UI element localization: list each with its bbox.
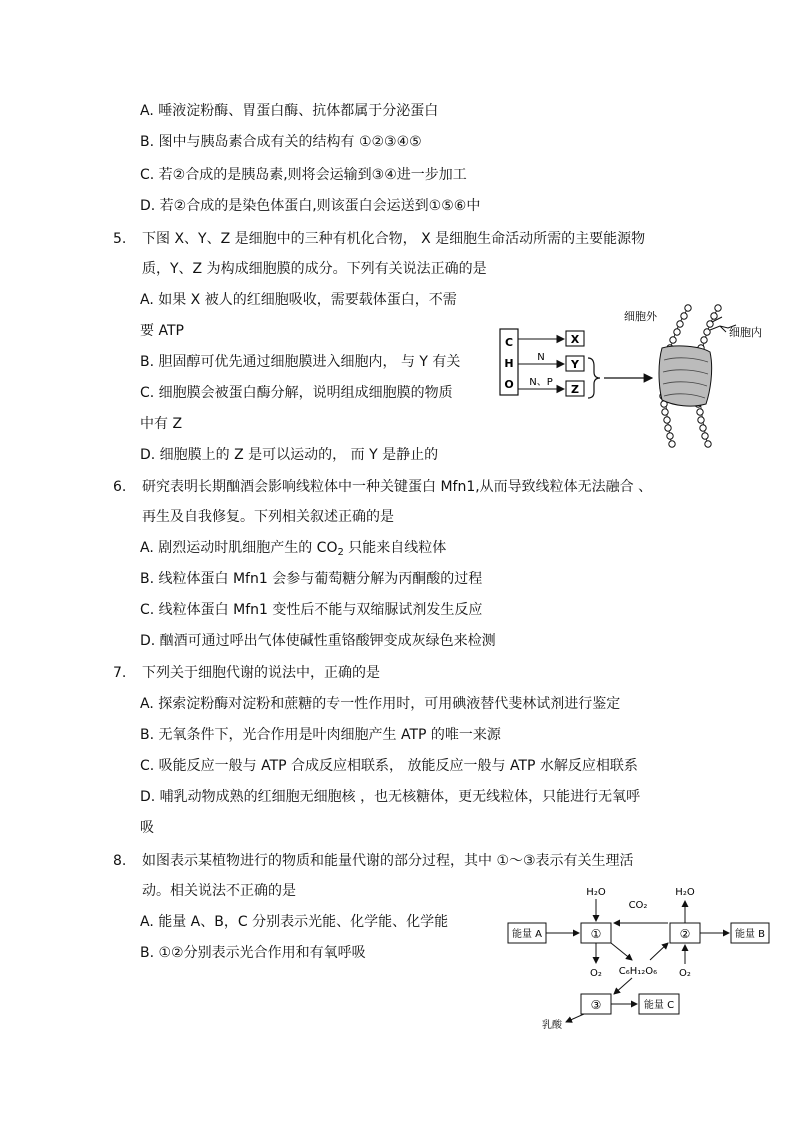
q7-option-c: C. 吸能反应一般与 ATP 合成反应相联系， 放能反应一般与 ATP 水解反应相联系 bbox=[140, 758, 638, 774]
element-o-label: O bbox=[504, 378, 514, 391]
q5-option-c-line2: 中有 Z bbox=[140, 416, 183, 432]
q5-membrane-figure bbox=[496, 300, 786, 450]
q7-option-d-line2: 吸 bbox=[140, 820, 154, 836]
q6-option-b: B. 线粒体蛋白 Mfn1 会参与葡萄糖分解为丙酮酸的过程 bbox=[140, 571, 483, 587]
q8-stem-line2: 动。相关说法不正确的是 bbox=[142, 883, 296, 899]
q7-stem: 下列关于细胞代谢的说法中，正确的是 bbox=[142, 665, 380, 681]
element-c-label: C bbox=[504, 336, 514, 349]
h2o-left-label: H₂O bbox=[586, 887, 606, 898]
q5-option-a-line2: 要 ATP bbox=[140, 323, 184, 339]
q7-option-a: A. 探索淀粉酶对淀粉和蔗糖的专一性作用时，可用碘液替代斐林试剂进行鉴定 bbox=[140, 696, 621, 712]
q8-metabolism-figure bbox=[500, 880, 780, 1032]
q8-stem-line1: 如图表示某植物进行的物质和能量代谢的部分过程，其中 ①～③表示有关生理活 bbox=[142, 853, 634, 869]
box-y-label: Y bbox=[571, 358, 579, 371]
glucose-label: C₆H₁₂O₆ bbox=[618, 966, 658, 977]
box-z-label: Z bbox=[571, 383, 579, 396]
energy-b-label: 能量 B bbox=[734, 929, 766, 940]
process-1-label: ① bbox=[590, 927, 602, 941]
q8-option-b: B. ①②分别表示光合作用和有氧呼吸 bbox=[140, 945, 366, 961]
outside-label: 细胞外 bbox=[624, 310, 657, 323]
q6-option-c: C. 线粒体蛋白 Mfn1 变性后不能与双缩脲试剂发生反应 bbox=[140, 602, 483, 618]
q5-option-c-line1: C. 细胞膜会被蛋白酶分解，说明组成细胞膜的物质 bbox=[140, 385, 453, 401]
q6-option-d: D. 酗酒可通过呼出气体使碱性重铬酸钾变成灰绿色来检测 bbox=[140, 633, 496, 649]
q4-option-a: A. 唾液淀粉酶、胃蛋白酶、抗体都属于分泌蛋白 bbox=[140, 103, 439, 119]
q6-stem-line2: 再生及自我修复。下列相关叙述正确的是 bbox=[142, 509, 394, 525]
q5-stem-line1: 下图 X、Y、Z 是细胞中的三种有机化合物， X 是细胞生命活动所需的主要能源物 bbox=[142, 231, 646, 247]
q4-option-c: C. 若②合成的是胰岛素,则将会运输到③④进一步加工 bbox=[140, 167, 467, 183]
q6-stem-line1: 研究表明长期酗酒会影响线粒体中一种关键蛋白 Mfn1,从而导致线粒体无法融合 、 bbox=[142, 479, 653, 495]
q6-option-a-sub: 2 bbox=[337, 547, 344, 558]
q8-number: 8. bbox=[113, 853, 127, 869]
process-3-label: ③ bbox=[590, 998, 602, 1012]
o2-right-label: O₂ bbox=[679, 968, 691, 979]
q4-option-d: D. 若②合成的是染色体蛋白,则该蛋白会运送到①⑤⑥中 bbox=[140, 198, 481, 214]
energy-c-label: 能量 C bbox=[643, 1000, 675, 1011]
o2-left-label: O₂ bbox=[590, 968, 602, 979]
lactic-acid-label: 乳酸 bbox=[542, 1020, 562, 1031]
q7-option-d-line1: D. 哺乳动物成熟的红细胞无细胞核 ，也无核糖体，更无线粒体，只能进行无氧呼 bbox=[140, 789, 641, 805]
q8-option-a: A. 能量 A、B，C 分别表示光能、化学能、化学能 bbox=[140, 914, 449, 930]
q5-number: 5. bbox=[113, 231, 127, 247]
q6-option-a-post: 只能来自线粒体 bbox=[343, 540, 447, 556]
q4-option-b: B. 图中与胰岛素合成有关的结构有 ①②③④⑤ bbox=[140, 134, 422, 150]
q6-option-a-pre: A. 剧烈运动时肌细胞产生的 CO bbox=[140, 540, 338, 556]
box-x-label: X bbox=[570, 333, 580, 346]
q6-option-a bbox=[140, 538, 446, 558]
h2o-right-label: H₂O bbox=[675, 887, 695, 898]
inside-label: 细胞内 bbox=[729, 326, 762, 339]
energy-a-label: 能量 A bbox=[511, 929, 543, 940]
q6-number: 6. bbox=[113, 479, 127, 495]
q5-option-b: B. 胆固醇可优先通过细胞膜进入细胞内， 与 Y 有关 bbox=[140, 354, 461, 370]
membrane-bilayer bbox=[659, 305, 736, 447]
q5-option-a-line1: A. 如果 X 被人的红细胞吸收，需要载体蛋白，不需 bbox=[140, 292, 457, 308]
co2-label: CO₂ bbox=[628, 900, 648, 911]
element-h-label: H bbox=[504, 357, 514, 370]
q5-stem-line2: 质，Y、Z 为构成细胞膜的成分。下列有关说法正确的是 bbox=[142, 261, 487, 277]
q7-number: 7. bbox=[113, 665, 127, 681]
q7-option-b: B. 无氧条件下，光合作用是叶肉细胞产生 ATP 的唯一来源 bbox=[140, 727, 501, 743]
arrow-np-label: N、P bbox=[529, 377, 553, 388]
q5-option-d: D. 细胞膜上的 Z 是可以运动的， 而 Y 是静止的 bbox=[140, 447, 439, 463]
process-2-label: ② bbox=[679, 927, 691, 941]
arrow-n-label: N bbox=[537, 352, 545, 363]
